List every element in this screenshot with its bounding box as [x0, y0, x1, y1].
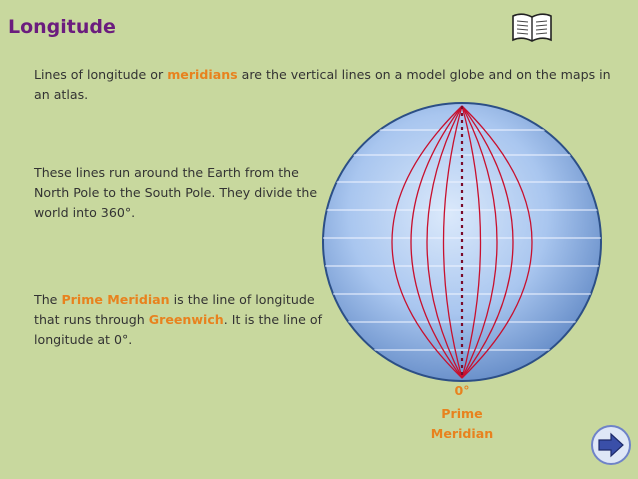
- slide-title: Longitude: [8, 16, 116, 38]
- meridians-highlight: meridians: [167, 67, 238, 82]
- intro-text-after: are the vertical lines on a model globe and on the maps in an atlas.: [34, 67, 611, 102]
- prime-meridian-paragraph: [34, 290, 324, 350]
- next-arrow-icon[interactable]: [590, 424, 632, 466]
- para3-text-3: . It is the line of longitude at 0°.: [34, 312, 323, 347]
- zero-degree-label: 0°: [454, 383, 470, 398]
- prime-meridian-caption: [420, 404, 504, 444]
- globe-diagram: [320, 100, 604, 384]
- intro-text-before: Lines of longitude or: [34, 67, 168, 82]
- open-book-icon: [510, 10, 554, 44]
- intro-text: [34, 65, 614, 105]
- prime-meridian-caption-line1: Prime: [441, 406, 483, 421]
- para3-text-2: is the line of longitude that runs through: [34, 292, 315, 327]
- para3-text-1: The: [34, 292, 62, 307]
- prime-meridian-caption-line2: Meridian: [430, 426, 494, 441]
- greenwich-highlight: Greenwich: [148, 312, 224, 327]
- poles-paragraph: These lines run around the Earth from the North Pole to the South Pole. They divide the world into 360°.: [34, 165, 318, 220]
- prime-meridian-highlight: Prime Meridian: [61, 292, 170, 307]
